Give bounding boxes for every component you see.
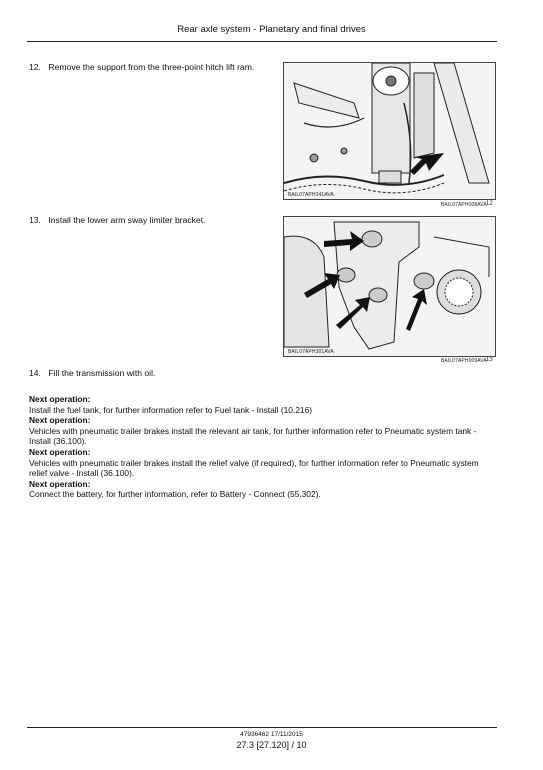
page-header-title: Rear axle system - Planetary and final drives — [177, 24, 366, 35]
figure-outer-id: BAIL07APH009AVA — [441, 358, 487, 364]
next-operation-label: Next operation: — [29, 478, 91, 489]
step-14 — [29, 368, 155, 378]
figure-13 — [283, 216, 496, 357]
sway-limiter-bracket-illustration — [284, 217, 495, 356]
footer-document-id: 47936462 17/11/2015 — [240, 731, 303, 738]
figure-outer-id: BAIL07APH008AVA — [441, 202, 487, 208]
next-operation-label: Next operation: — [29, 446, 91, 457]
next-operations — [29, 394, 499, 500]
step-text: Remove the support from the three-point hitch lift ram. — [48, 62, 255, 72]
footer-rule — [27, 727, 497, 728]
footer-page-number: 27.3 [27.120] / 10 — [236, 740, 307, 750]
step-number: 13. — [29, 215, 41, 225]
next-operation-text: Connect the battery, for further information, refer to Battery - Connect (55.302). — [29, 489, 321, 500]
figure-inner-id: BAIL07APH341AVA — [288, 192, 334, 198]
step-text: Fill the transmission with oil. — [48, 368, 156, 378]
figure-number: 13 — [486, 357, 493, 363]
figure-number: 12 — [486, 201, 493, 207]
step-13 — [29, 215, 206, 225]
figure-12 — [283, 62, 496, 200]
step-number: 14. — [29, 368, 41, 378]
hitch-lift-ram-illustration — [284, 63, 495, 199]
next-operation-text: Install the fuel tank, for further information refer to Fuel tank - Install (10.216) — [29, 404, 313, 415]
figure-inner-id: BAIL07APH301AVA — [288, 349, 334, 355]
next-operation-label: Next operation: — [29, 415, 91, 426]
header-rule — [27, 41, 497, 42]
next-operation-label: Next operation: — [29, 394, 91, 404]
next-operation-text: Vehicles with pneumatic trailer brakes install the relevant air tank, for further information refer to Pneumatic system tank - Install (36.100). — [29, 425, 477, 447]
step-12 — [29, 62, 254, 72]
next-operation-text: Vehicles with pneumatic trailer brakes install the relief valve (if required), for further information refer to Pneumatic system relief valve - Install (36.100). — [29, 457, 479, 479]
step-text: Install the lower arm sway limiter bracket. — [48, 215, 206, 225]
step-number: 12. — [29, 62, 41, 72]
